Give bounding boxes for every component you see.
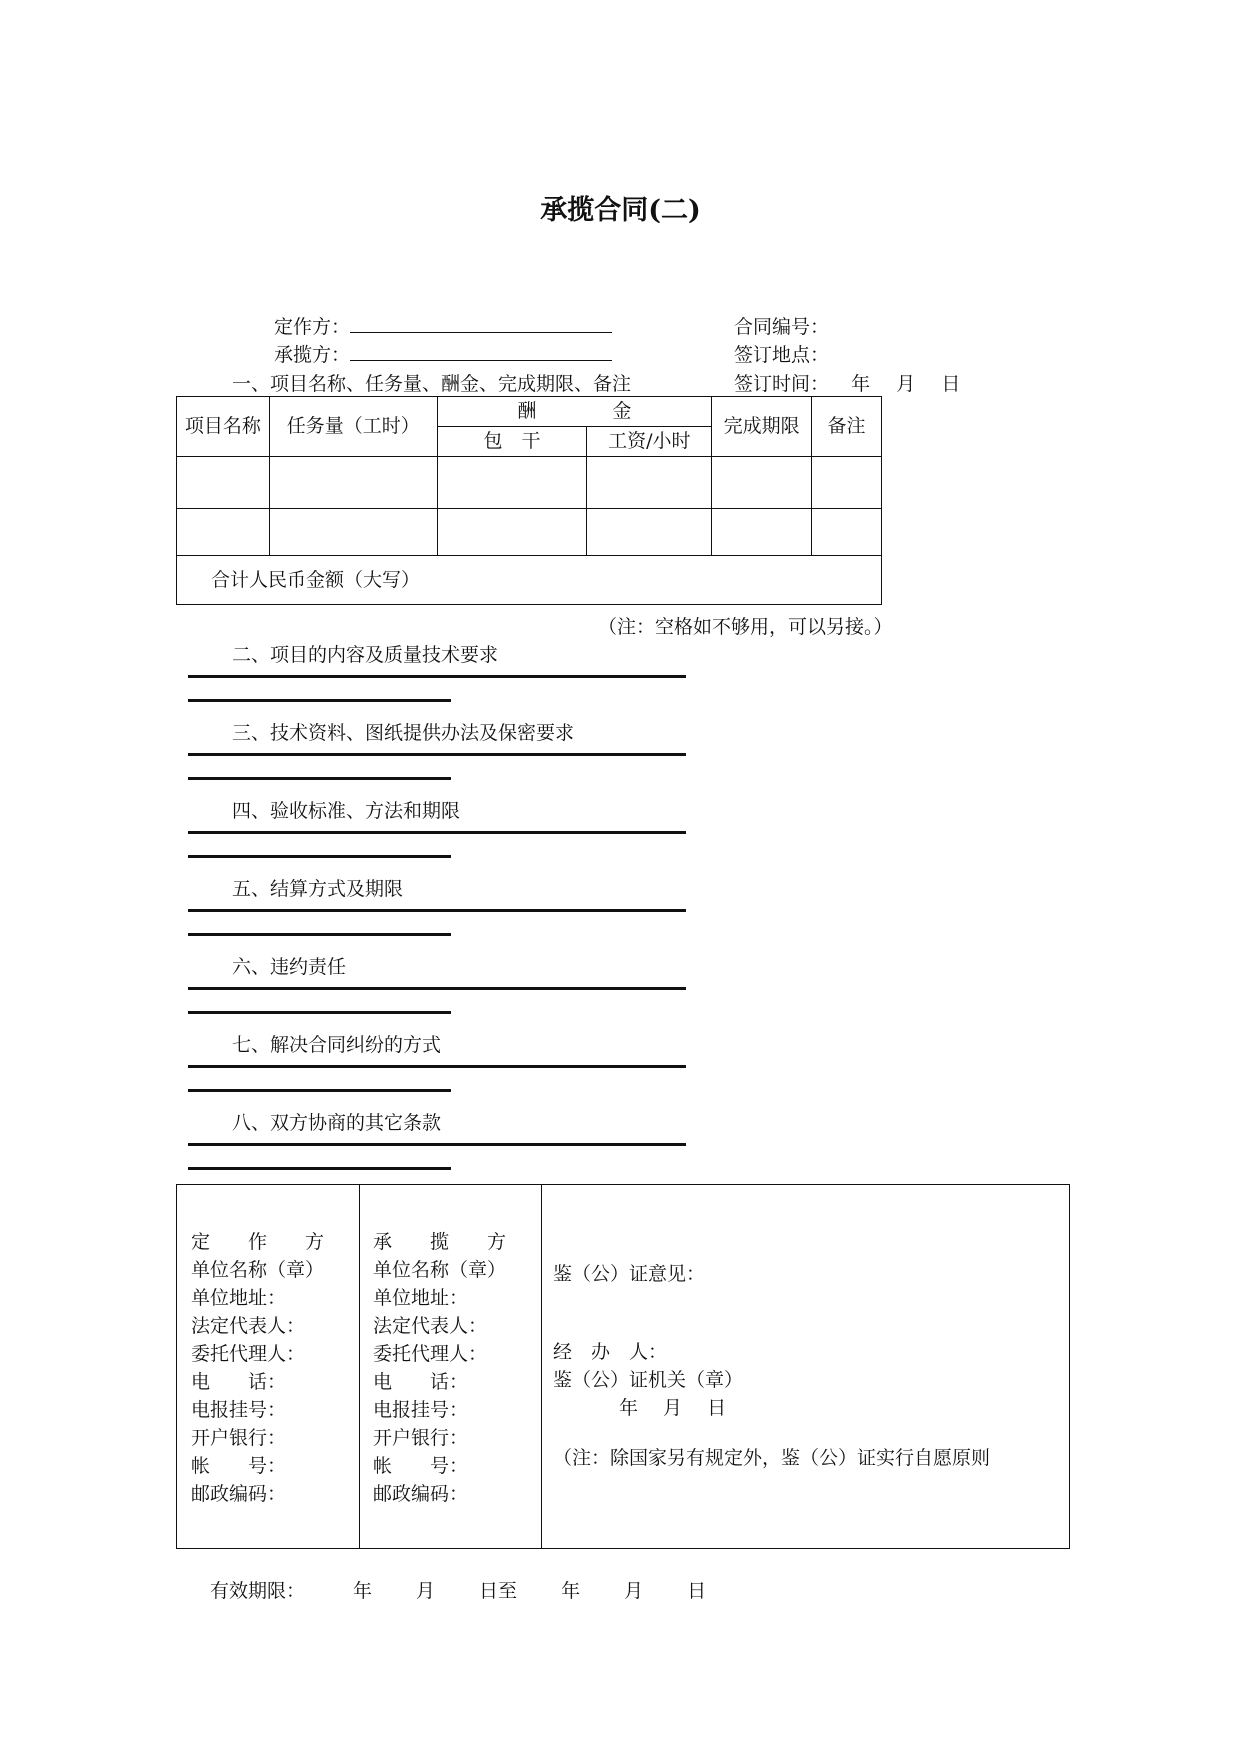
party-b-title: 承 揽 方 bbox=[373, 1231, 507, 1253]
col-header-pay: 酬 金 bbox=[437, 397, 712, 427]
party-a-field bbox=[274, 312, 612, 339]
col-header-hourly: 工资/小时 bbox=[587, 427, 712, 457]
fill-rule bbox=[188, 933, 451, 936]
fill-rule bbox=[188, 753, 686, 756]
party-b-bank: 开户银行： bbox=[373, 1427, 469, 1449]
validity-day-2: 日 bbox=[687, 1580, 707, 1602]
col-header-task: 任务量（工时） bbox=[269, 397, 437, 457]
section-8-heading: 八、双方协商的其它条款 bbox=[232, 1112, 442, 1134]
party-a-phone: 电 话： bbox=[191, 1371, 287, 1393]
fill-rule bbox=[188, 1011, 451, 1014]
party-a-bank: 开户银行： bbox=[191, 1427, 287, 1449]
party-b-field bbox=[274, 340, 612, 367]
notary-authority: 鉴（公）证机关（章） bbox=[553, 1369, 744, 1391]
party-a-legal-rep: 法定代表人： bbox=[191, 1315, 306, 1337]
party-a-account: 帐 号： bbox=[191, 1455, 287, 1477]
sign-time-label: 签订时间： bbox=[734, 373, 830, 395]
table-cell[interactable] bbox=[587, 509, 712, 556]
col-header-name: 项目名称 bbox=[177, 397, 270, 457]
validity-month-1: 月 bbox=[416, 1580, 436, 1602]
table-row bbox=[177, 457, 882, 509]
party-b-account: 帐 号： bbox=[373, 1455, 469, 1477]
party-b-telegraph: 电报挂号： bbox=[373, 1399, 469, 1421]
table-cell[interactable] bbox=[712, 509, 812, 556]
fill-rule bbox=[188, 1143, 686, 1146]
section-6-heading: 六、违约责任 bbox=[232, 956, 347, 978]
party-b-blank[interactable] bbox=[350, 342, 612, 361]
party-a-label: 定作方： bbox=[274, 316, 351, 338]
section-5-heading: 五、结算方式及期限 bbox=[232, 878, 404, 900]
party-a-blank[interactable] bbox=[350, 314, 612, 333]
notary-date: 年 月 日 bbox=[619, 1397, 727, 1419]
table-cell[interactable] bbox=[437, 457, 587, 509]
table-cell[interactable] bbox=[712, 457, 812, 509]
fill-rule bbox=[188, 675, 686, 678]
validity-month-2: 月 bbox=[624, 1580, 644, 1602]
sign-day: 日 bbox=[941, 373, 961, 395]
party-a-signature-column bbox=[177, 1185, 360, 1548]
party-a-postcode: 邮政编码： bbox=[191, 1483, 287, 1505]
contract-no-label: 合同编号： bbox=[734, 316, 830, 338]
fill-rule bbox=[188, 855, 451, 858]
table-row bbox=[177, 509, 882, 556]
section-7-heading: 七、解决合同纠纷的方式 bbox=[232, 1034, 442, 1056]
party-b-agent: 委托代理人： bbox=[373, 1343, 488, 1365]
sign-month: 月 bbox=[896, 373, 916, 395]
party-a-title: 定 作 方 bbox=[191, 1231, 325, 1253]
party-b-legal-rep: 法定代表人： bbox=[373, 1315, 488, 1337]
signature-table bbox=[176, 1184, 1070, 1549]
validity-label: 有效期限： bbox=[210, 1580, 306, 1602]
fill-rule bbox=[188, 1065, 686, 1068]
table-cell[interactable] bbox=[177, 509, 270, 556]
validity-year-1: 年 bbox=[353, 1580, 373, 1602]
sign-place-label: 签订地点： bbox=[734, 344, 830, 366]
fill-rule bbox=[188, 1089, 451, 1092]
table-cell[interactable] bbox=[437, 509, 587, 556]
party-b-unit-name: 单位名称（章） bbox=[373, 1259, 507, 1281]
sign-year: 年 bbox=[851, 373, 871, 395]
party-a-telegraph: 电报挂号： bbox=[191, 1399, 287, 1421]
col-header-lump: 包 干 bbox=[437, 427, 587, 457]
total-amount-label: 合计人民币金额（大写） bbox=[177, 556, 882, 605]
party-b-signature-column bbox=[359, 1185, 542, 1548]
fill-rule bbox=[188, 699, 451, 702]
table-cell[interactable] bbox=[812, 509, 882, 556]
col-header-deadline: 完成期限 bbox=[712, 397, 812, 457]
table-cell[interactable] bbox=[177, 457, 270, 509]
table-cell[interactable] bbox=[812, 457, 882, 509]
table-cell[interactable] bbox=[587, 457, 712, 509]
sign-time-field bbox=[734, 369, 960, 396]
notary-note: （注：除国家另有规定外，鉴（公）证实行自愿原则 bbox=[553, 1447, 991, 1469]
notary-handler: 经 办 人： bbox=[553, 1341, 668, 1363]
party-b-postcode: 邮政编码： bbox=[373, 1483, 469, 1505]
section-2-heading: 二、项目的内容及质量技术要求 bbox=[232, 644, 499, 666]
project-table bbox=[176, 396, 882, 605]
notary-opinion: 鉴（公）证意见： bbox=[553, 1263, 706, 1285]
party-a-address: 单位地址： bbox=[191, 1287, 287, 1309]
party-b-label: 承揽方： bbox=[274, 344, 351, 366]
validity-period bbox=[210, 1576, 706, 1603]
section-4-heading: 四、验收标准、方法和期限 bbox=[232, 800, 461, 822]
validity-day-to: 日至 bbox=[479, 1580, 518, 1602]
fill-rule bbox=[188, 777, 451, 780]
fill-rule bbox=[188, 987, 686, 990]
section-3-heading: 三、技术资料、图纸提供办法及保密要求 bbox=[232, 722, 575, 744]
table-cell[interactable] bbox=[269, 457, 437, 509]
section-1-heading: 一、项目名称、任务量、酬金、完成期限、备注 bbox=[232, 373, 632, 395]
fill-rule bbox=[188, 909, 686, 912]
document-title: 承揽合同(二) bbox=[540, 195, 701, 226]
col-header-remark: 备注 bbox=[812, 397, 882, 457]
party-b-phone: 电 话： bbox=[373, 1371, 469, 1393]
table-note: （注：空格如不够用，可以另接。） bbox=[598, 616, 893, 638]
fill-rule bbox=[188, 831, 686, 834]
total-row bbox=[177, 556, 882, 605]
party-b-address: 单位地址： bbox=[373, 1287, 469, 1309]
table-cell[interactable] bbox=[269, 509, 437, 556]
fill-rule bbox=[188, 1167, 451, 1170]
validity-year-2: 年 bbox=[561, 1580, 581, 1602]
party-a-unit-name: 单位名称（章） bbox=[191, 1259, 325, 1281]
notary-column bbox=[541, 1185, 1069, 1548]
party-a-agent: 委托代理人： bbox=[191, 1343, 306, 1365]
